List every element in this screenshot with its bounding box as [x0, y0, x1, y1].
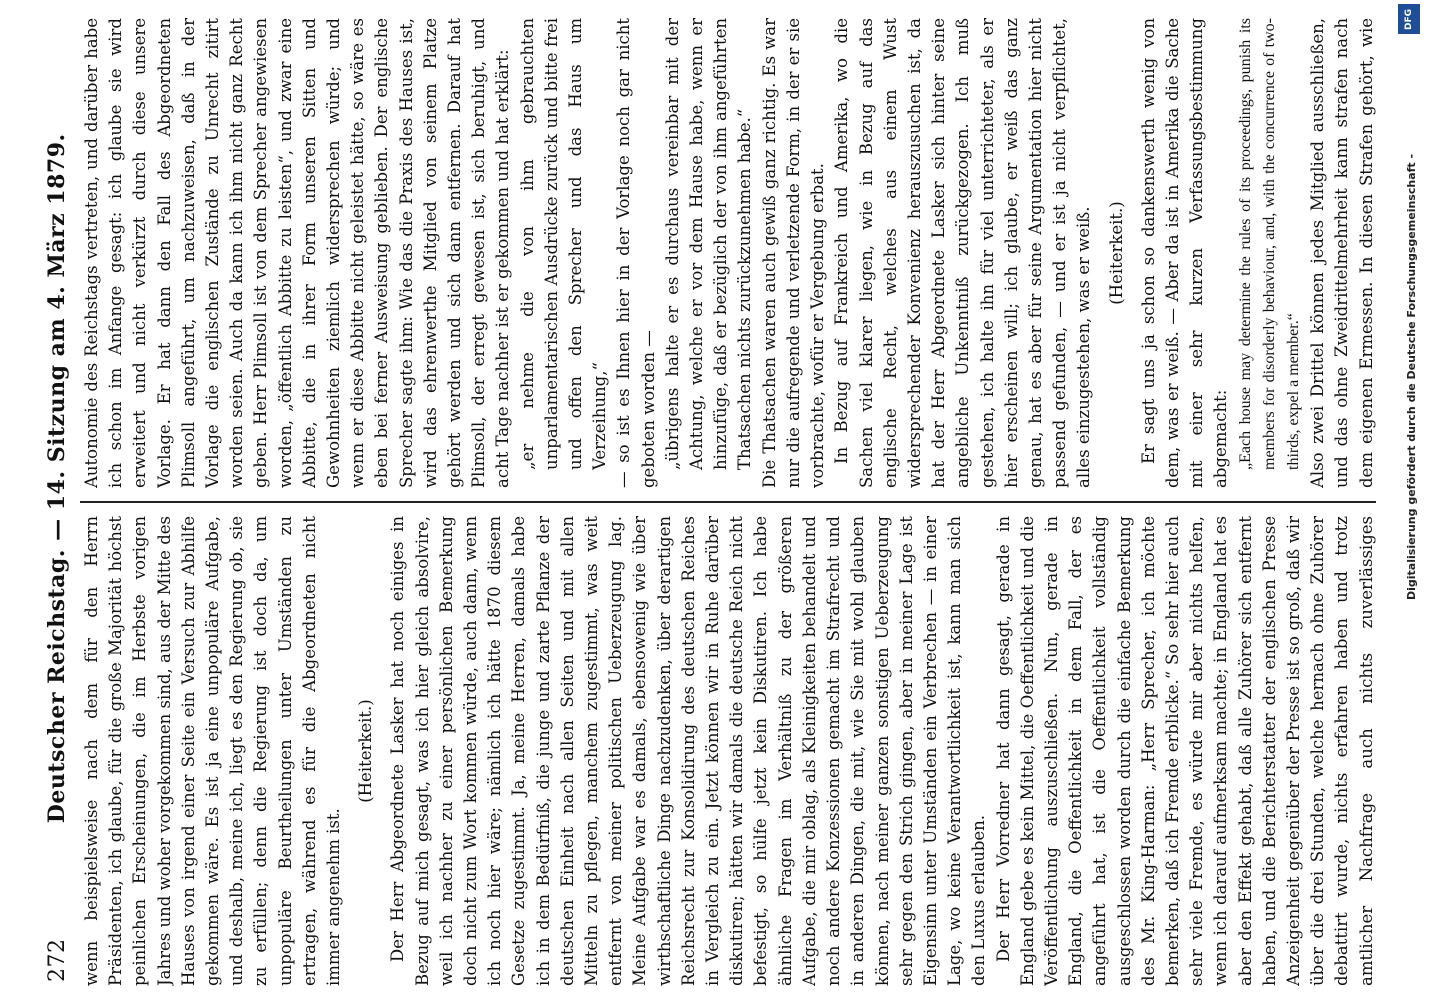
rotated-newspaper-page	[22, 0, 1382, 1000]
paragraph: Die Thatsachen waren auch gewiß ganz richtig. Es war nur die aufregende und verletzende Form, in der er sie vorbrachte, wofür er Vergebung erbat.	[759, 18, 828, 488]
paragraph: Also zwei Drittel können jedes Mitglied ausschließen, und das ohne Zweidrittelmehrheit kann strafen nach dem eigenen Ermessen. In diesen Strafen gehört, wie	[1308, 18, 1376, 488]
paragraph: Der Herr Vorredner hat dann gesagt, gerade in England gebe es kein Mittel, die Oeffentlichkeit und die Veröffentlichung auszuschließen. Nun, gerade in England, die Oeffentlichkeit in dem Fall, der es angeführt hat, ist die Oeffentlichkeit vollständig ausgeschlossen worden durch die einfache Bemerkung des Mr. King-Harman: „Herr Sprecher, ich möchte bemerken, daß ich Fremde erblicke.“ So sehr hier auch sehr viele Fremde, es würde mir aber nichts helfen, wenn ich darauf aufmerksam machte; in England hat es aber den Effekt gehabt, daß alle Zuhörer sich entfernt haben, und die Berichterstatter der englischen Presse Anzeigenheit gegenüber der Presse ist so groß, daß wir über die drei Stunden, welche hernach ohne Zuhörer debattirt wurde, nichts erfahren haben und trotz amtlicher Nachfrage auch nichts zuverlässiges	[993, 516, 1376, 986]
paragraph: wenn beispielsweise nach dem für den Herrn Präsidenten, ich glaube, für die große Majorität höchst peinlichen Erscheinungen, die im Herbste vorigen Jahres und woher vorgekommen sind, aus der Mitte des Hauses von irgend einer Seite ein Versuch zur Abhilfe gekommen wäre. Es ist ja eine unpopuläre Aufgabe, und deshalb, meine ich, liegt es den Regierung ob, sie zu erfüllen; denn die Regierung ist doch da, um unpopuläre Beurtheilungen unter Umständen zu ertragen, während es für die Abgeordneten nicht immer angenehm ist.	[82, 516, 344, 986]
page-number: 272	[45, 938, 70, 982]
right-text-column	[80, 18, 1376, 488]
dfg-logo: DFG	[1398, 4, 1420, 34]
credit-text: Digitalisierung gefördert durch die Deutsche Forschungsgemeinschaft -	[1405, 153, 1418, 600]
stage-direction: (Heiterkeit.)	[356, 699, 376, 803]
quotation: „er nehme die von ihm gebrauchten unparlamentarischen Ausdrücke zurück und bitte frei und offen den Sprecher und das Haus um Verzeihung,“	[517, 18, 610, 470]
column-divider	[80, 501, 1376, 503]
quotation: „übrigens halte er es durchaus vereinbar mit der Achtung, welche er vor dem Hause habe, wenn er hinzufüge, daß er bezüglich der von ihm angeführten Thatsachen nichts zurückzunehmen habe.“	[662, 18, 755, 470]
paragraph: Der Herr Abgeordnete Lasker hat noch einiges in Bezug auf mich gesagt, was ich hier gleich absolvire, weil ich nachher zu einer persönlichen Bemerkung doch nicht zum Wort kommen würde, auch dann, wenn ich noch hier wäre; nämlich ich hätte 1870 diesem Gesetze zugestimmt. Ja, meine Herren, damals habe ich in dem Bedürfniß, die junge und zarte Pflanze der deutschen Einheit nach allen Seiten und mit allen Mitteln zu pflegen, manchem zugestimmt, was weit entfernt von meiner politischen Ueberzeugung lag. Meine Aufgabe war es damals, ebensowenig wie über wirthschaftliche Dinge nachzudenken, über derartigen Reichsrecht zur Konsolidirung des deutschen Reiches in Vergleich zu ein. Jetzt können wir in Ruhe darüber diskutiren; hätten wir damals die deutsche Reich nicht befestigt, so hülfe jetzt kein Diskutiren. Ich habe ähnliche Fragen im Verhältniß zu der größeren Aufgabe, die mir oblag, als Kleinigkeiten behandelt und noch andere Konzessionen gemacht im Strafrecht und in anderen Dingen, die mit, wie Sie mit wohl glauben können, nach meiner ganzen sonstigen Ueberzeugung sehr gegen den Strich gingen, aber in meiner Lage ist Eigensinn unter Umständen ein Verbrechen — in einer Lage, wo keine Verantwortlichkeit ist, kann man sich den Luxus erlauben.	[388, 516, 989, 986]
paragraph: Autonomie des Reichstags vertreten, und darüber habe ich schon im Anfange gesagt: ich glaube sie wird erweitert und nicht verkürzt durch diese unsere Vorlage. Er hat dann den Fall des Abgeordneten Plimsoll angeführt, um nachzuweisen, daß in der Vorlage die englischen Zustände zu Unrecht zitirt worden seien. Auch da kann ich ihm nicht ganz Recht geben. Herr Plimsoll ist von dem Sprecher angewiesen worden, „öffentlich Abbitte zu leisten“, und zwar eine Abbitte, die in ihrer Form unseren Sitten und Gewohnheiten ziemlich widersprechen würde; und wenn er diese Abbitte nicht geleistet hätte, so wäre es eben bei ferner Ausweisung geblieben. Der englische Sprecher sagte ihm: Wie das die Praxis des Hauses ist, wird das ehrenwerthe Mitglied von seinem Platze gehört werden und sich dann entfernen. Darauf hat Plimsoll, der erregt gewesen ist, sich beruhigt, und acht Tage nachher ist er gekommen und hat erklärt:	[82, 18, 513, 488]
credit-strip	[1386, 0, 1432, 1000]
left-text-column	[80, 516, 1376, 986]
stage-direction: (Heiterkeit.)	[1106, 201, 1126, 305]
paragraph: Er sagt uns ja schon so dankenswerth wenig von dem, was er weiß. — Aber da ist in Amerika die Sache mit einer sehr kurzen Verfassungsbestimmung abgemacht:	[1138, 18, 1231, 488]
paragraph: In Bezug auf Frankreich und Amerika, wo die Sachen viel klarer liegen, wie in Bezug auf das englische Recht, welches aus einem Wust widersprechender Konvenienz herauszusuchen ist, da hat der Herr Abgeordnete Lasker sich hinter seine angebliche Unkenntniß zurückgezogen. Ich muß gestehen, ich halte ihn für viel unterrichteter, als er hier erscheinen will; ich glaube, er weiß das ganz genau, hat es aber für seine Argumentation hier nicht passend gefunden, — und er ist ja nicht verpflichtet, alles einzugestehen, was er weiß.	[832, 18, 1094, 488]
paragraph: — so ist es Ihnen hier in der Vorlage noch gar nicht geboten worden —	[614, 18, 658, 488]
page-title: Deutscher Reichstag. — 14. Sitzung am 4. März 1879.	[44, 133, 70, 824]
quotation: „Each house may determine the rules of its proceedings, punish its members for disorderly behaviour, and, with the concurrence of two-thirds, expel a member.“	[1236, 18, 1302, 470]
page-header	[30, 18, 70, 982]
